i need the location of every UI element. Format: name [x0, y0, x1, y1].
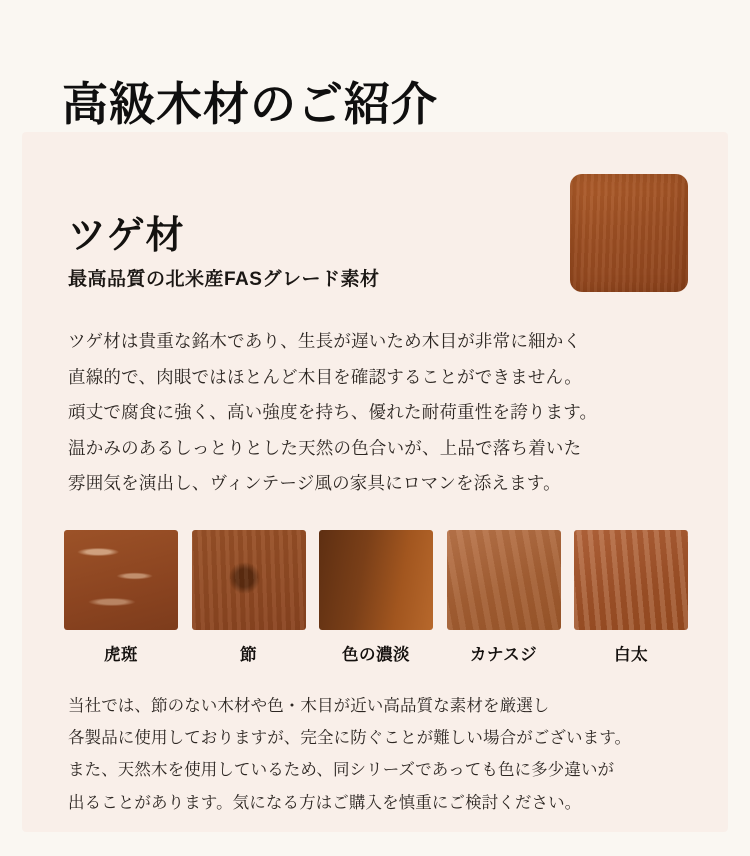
- material-name: ツゲ材: [68, 215, 185, 257]
- disclaimer-note: [68, 690, 698, 819]
- note-line: 各製品に使用しておりますが、完全に防ぐことが難しい場合がございます。: [68, 729, 632, 748]
- swatch-item: [192, 530, 306, 665]
- wood-feature-swatch-row: [64, 530, 688, 665]
- swatch-label: 色の濃淡: [342, 646, 410, 664]
- material-subtitle: 最高品質の北米産FASグレード素材: [68, 269, 380, 290]
- swatch-item: [574, 530, 688, 665]
- wood-swatch-image: [447, 530, 561, 630]
- wood-swatch-image: [574, 530, 688, 630]
- wood-swatch-image: [64, 530, 178, 630]
- note-line: 出ることがあります。気になる方はご購入を慎重にご検討ください。: [68, 793, 582, 812]
- wood-swatch-image: [319, 530, 433, 630]
- note-line: 当社では、節のない木材や色・木目が近い高品質な素材を厳選し: [68, 697, 550, 715]
- swatch-item: [447, 530, 561, 665]
- description-line: 温かみのあるしっとりとした天然の色合いが、上品で落ち着いた: [68, 437, 582, 458]
- page-title: 高級木材のご紹介: [62, 77, 438, 130]
- description-line: ツゲ材は貴重な銘木であり、生長が遅いため木目が非常に細かく: [68, 331, 582, 351]
- swatch-label: 白太: [614, 646, 648, 664]
- swatch-label: カナスジ: [469, 646, 538, 664]
- swatch-item: [319, 530, 433, 665]
- swatch-item: [64, 530, 178, 665]
- note-line: また、天然木を使用しているため、同シリーズであっても色に多少違いが: [68, 761, 615, 780]
- description-line: 雰囲気を演出し、ヴィンテージ風の家具にロマンを添えます。: [68, 473, 561, 494]
- swatch-label: 虎斑: [104, 646, 138, 664]
- wood-swatch-image: [192, 530, 306, 630]
- description-line: 頑丈で腐食に強く、高い強度を持ち、優れた耐荷重性を誇ります。: [68, 402, 598, 423]
- material-description: [68, 324, 688, 502]
- hero-wood-swatch: [570, 174, 688, 292]
- description-line: 直線的で、肉眼ではほとんど木目を確認することができません。: [68, 366, 582, 387]
- swatch-label: 節: [240, 646, 257, 664]
- material-card: [22, 132, 728, 832]
